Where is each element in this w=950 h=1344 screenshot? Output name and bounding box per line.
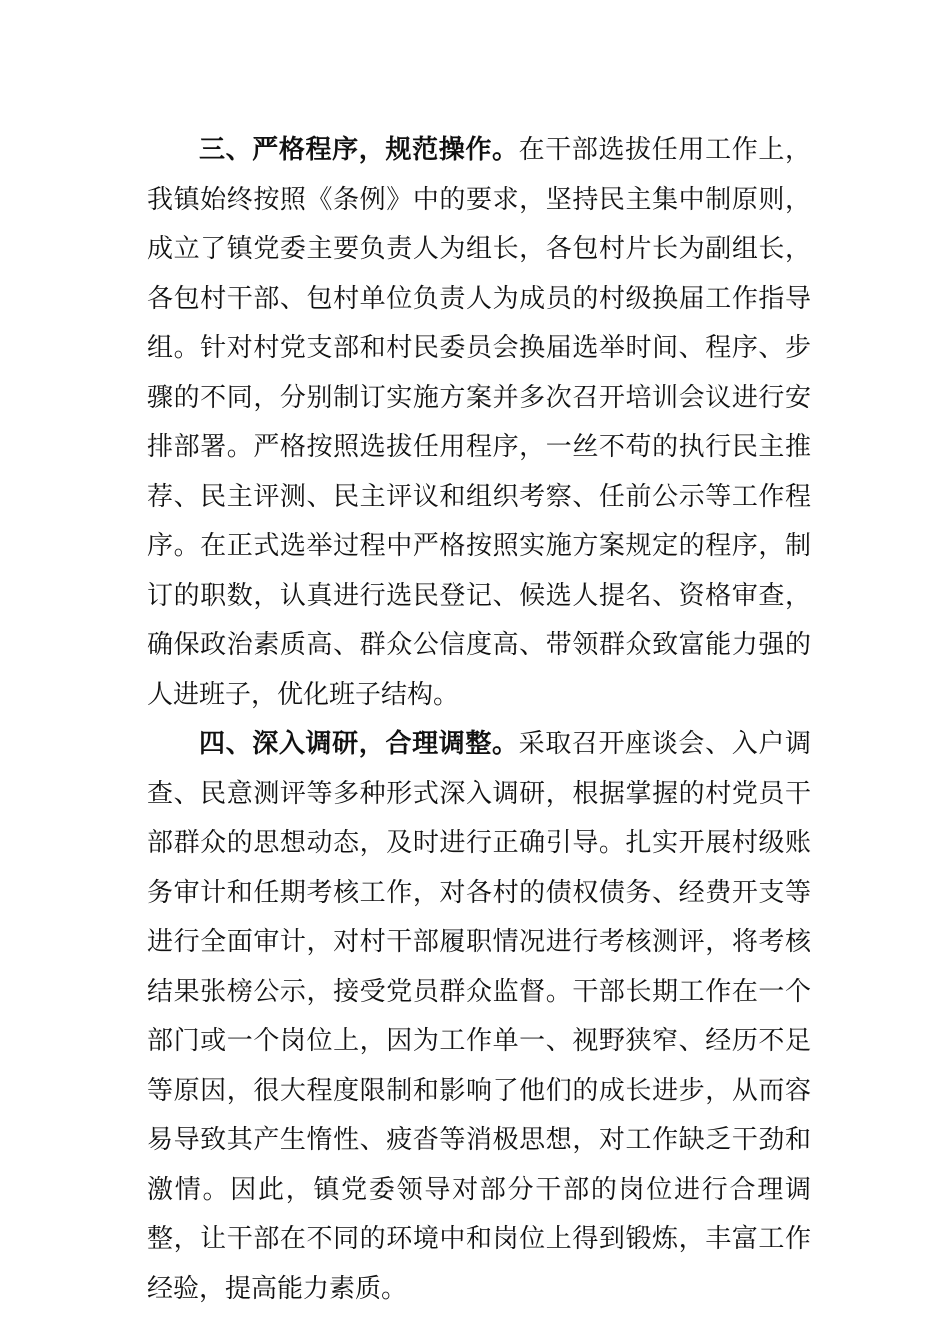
paragraph-in-depth-research (147, 720, 811, 1314)
document-body (147, 126, 811, 1314)
paragraph-text: 采取召开座谈会、入户调查、民意测评等多种形式深入调研，根据掌握的村党员干部群众的思想动态，及时进行正确引导。扎实开展村级账务审计和任期考核工作，对各村的债权债务、经费开支等进行全面审计，对村干部履职情况进行考核测评，将考核结果张榜公示，接受党员群众监督。干部长期工作在一个部门或一个岗位上，因为工作单一、视野狭窄、经历不足等原因，很大程度限制和影响了他们的成长进步，从而容易导致其产生惰性、疲沓等消极思想，对工作缺乏干劲和激情。因此，镇党委领导对部分干部的岗位进行合理调整，让干部在不同的环境中和岗位上得到锻炼，丰富工作经验，提高能力素质。 (147, 729, 811, 1304)
paragraph-heading: 四、深入调研，合理调整。 (199, 729, 519, 759)
paragraph-strict-procedure (147, 126, 811, 720)
paragraph-text: 在干部选拔任用工作上，我镇始终按照《条例》中的要求，坚持民主集中制原则，成立了镇党委主要负责人为组长，各包村片长为副组长，各包村干部、包村单位负责人为成员的村级换届工作指导组。针对村党支部和村民委员会换届选举时间、程序、步骤的不同，分别制订实施方案并多次召开培训会议进行安排部署。严格按照选拔任用程序，一丝不苟的执行民主推荐、民主评测、民主评议和组织考察、任前公示等工作程序。在正式选举过程中严格按照实施方案规定的程序，制订的职数，认真进行选民登记、候选人提名、资格审查，确保政治素质高、群众公信度高、带领群众致富能力强的人进班子，优化班子结构。 (147, 135, 811, 710)
paragraph-heading: 三、严格程序，规范操作。 (199, 135, 519, 165)
